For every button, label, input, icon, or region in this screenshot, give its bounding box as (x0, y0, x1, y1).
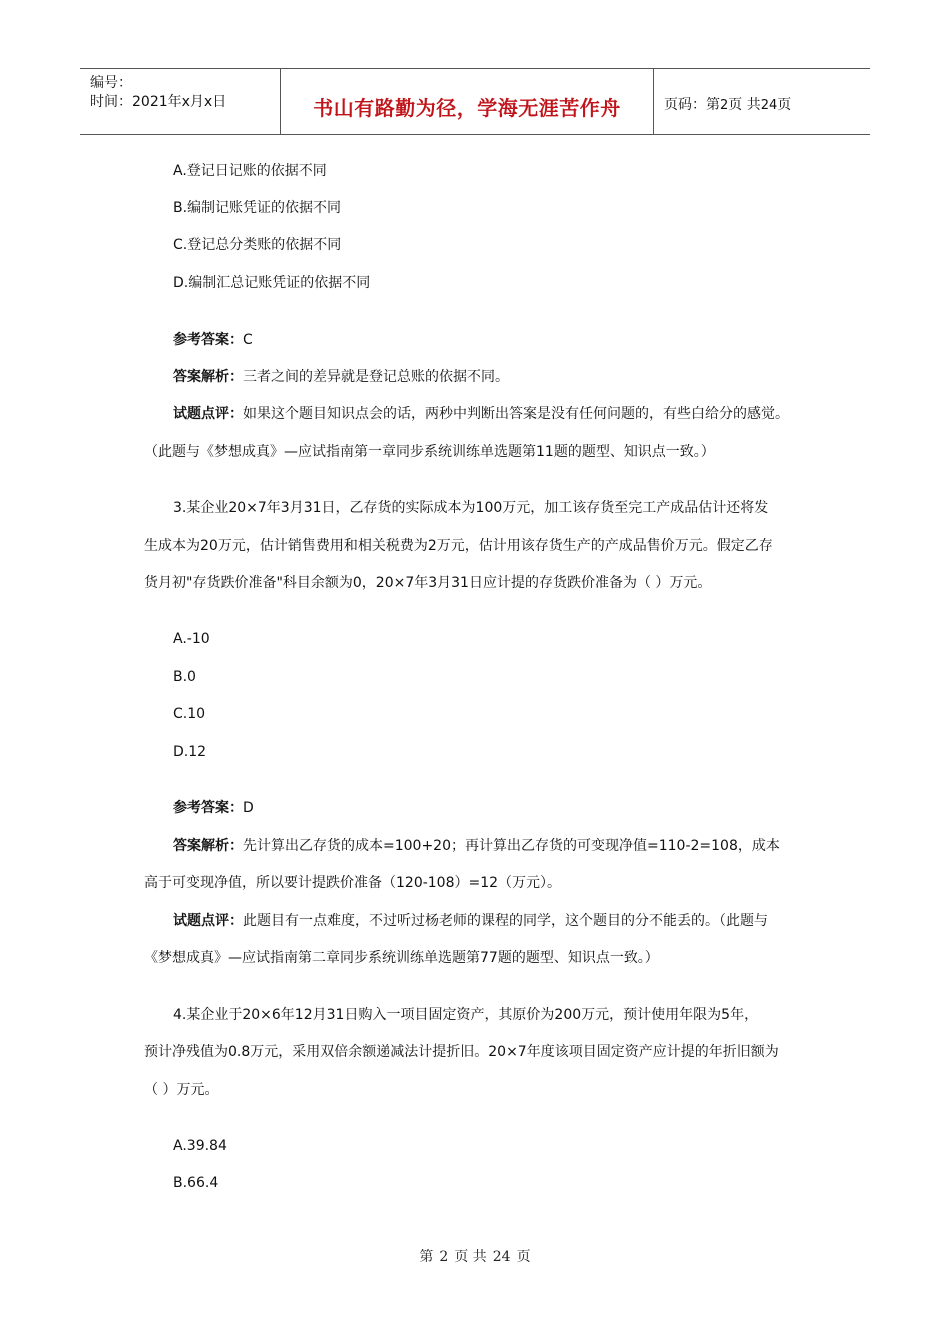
q3-answer (173, 798, 254, 818)
q2-option-c: C.登记总分类账的依据不同 (173, 237, 342, 253)
q2-option-d: D.编制汇总记账凭证的依据不同 (173, 275, 371, 291)
q3-analysis-line-2: 高于可变现净值，所以要计提跌价准备（120-108）=12（万元）。 (144, 875, 562, 891)
q2-answer (173, 330, 253, 350)
q4-stem-line-1: 4.某企业于20×6年12月31日购入一项目固定资产，其原价为200万元，预计使用年限为5年， (173, 1007, 759, 1023)
q2-option-a: A.登记日记账的依据不同 (173, 163, 327, 179)
analysis-label: 答案解析： (173, 369, 243, 385)
footer-suffix: 页 (516, 1249, 531, 1265)
q3-stem-line-2: 生成本为20万元，估计销售费用和相关税费为2万元，估计用该存货生产的产成品售价万元。假定乙存 (144, 538, 773, 554)
q3-stem-line-3: 货月初"存货跌价准备"科目余额为0，20×7年3月31日应计提的存货跌价准备为（ ）万元。 (144, 575, 712, 591)
comment-text: 此题目有一点难度，不过听过杨老师的课程的同学，这个题目的分不能丢的。（此题与 (243, 913, 768, 929)
answer-label: 参考答案： (173, 800, 243, 816)
q4-stem-line-2: 预计净残值为0.8万元，采用双倍余额递减法计提折旧。20×7年度该项目固定资产应计提的年折旧额为 (144, 1044, 779, 1060)
page-indicator (664, 94, 791, 114)
q4-stem-line-3: （ ）万元。 (144, 1082, 219, 1098)
page-suffix: 页 (777, 97, 792, 113)
footer-prefix: 第 (419, 1249, 434, 1265)
header-page-cell (654, 69, 870, 134)
page-footer (0, 1246, 950, 1266)
answer-value: C (243, 332, 253, 348)
answer-value: D (243, 800, 254, 816)
q2-option-b: B.编制记账凭证的依据不同 (173, 200, 342, 216)
q3-option-a: A.-10 (173, 631, 210, 647)
q3-comment (173, 911, 768, 931)
comment-text: 如果这个题目知识点会的话，两秒中判断出答案是没有任何问题的，有些白给分的感觉。 (243, 406, 789, 422)
header-motto-cell (281, 69, 654, 134)
q2-comment (173, 404, 789, 424)
page-number: 2 (720, 98, 729, 113)
q3-stem-line-1: 3.某企业20×7年3月31日，乙存货的实际成本为100万元，加工该存货至完工产成品估计还将发 (173, 500, 769, 516)
q3-option-c: C.10 (173, 706, 206, 722)
page-total: 24 (760, 98, 778, 113)
analysis-label: 答案解析： (173, 838, 243, 854)
q3-option-b: B.0 (173, 669, 196, 685)
analysis-text: 先计算出乙存货的成本=100+20；再计算出乙存货的可变现净值=110-2=108，成本 (243, 838, 780, 854)
page-mid: 页 共 (728, 97, 761, 113)
comment-label: 试题点评： (173, 406, 243, 422)
motto: 书山有路勤为径，学海无涯苦作舟 (313, 96, 621, 120)
footer-total: 24 (492, 1249, 511, 1265)
number-label: 编号： (90, 75, 132, 91)
footer-mid: 页 共 (454, 1249, 487, 1265)
q4-option-a: A.39.84 (173, 1138, 227, 1154)
answer-label: 参考答案： (173, 332, 243, 348)
q4-option-b: B.66.4 (173, 1175, 219, 1191)
footer-page: 2 (439, 1249, 449, 1265)
q3-comment-line-2: 《梦想成真》—应试指南第二章同步系统训练单选题第77题的题型、知识点一致。） (144, 950, 659, 966)
q2-analysis (173, 367, 509, 387)
q2-comment-line-2: （此题与《梦想成真》—应试指南第一章同步系统训练单选题第11题的题型、知识点一致。） (144, 444, 715, 460)
page-prefix: 页码：第 (664, 97, 720, 113)
q3-analysis (173, 836, 780, 856)
q3-option-d: D.12 (173, 744, 207, 760)
header-meta (80, 69, 281, 134)
comment-label: 试题点评： (173, 913, 243, 929)
time-label: 时间：2021年x月x日 (90, 94, 227, 110)
page-header (80, 68, 870, 135)
analysis-text: 三者之间的差异就是登记总账的依据不同。 (243, 369, 509, 385)
